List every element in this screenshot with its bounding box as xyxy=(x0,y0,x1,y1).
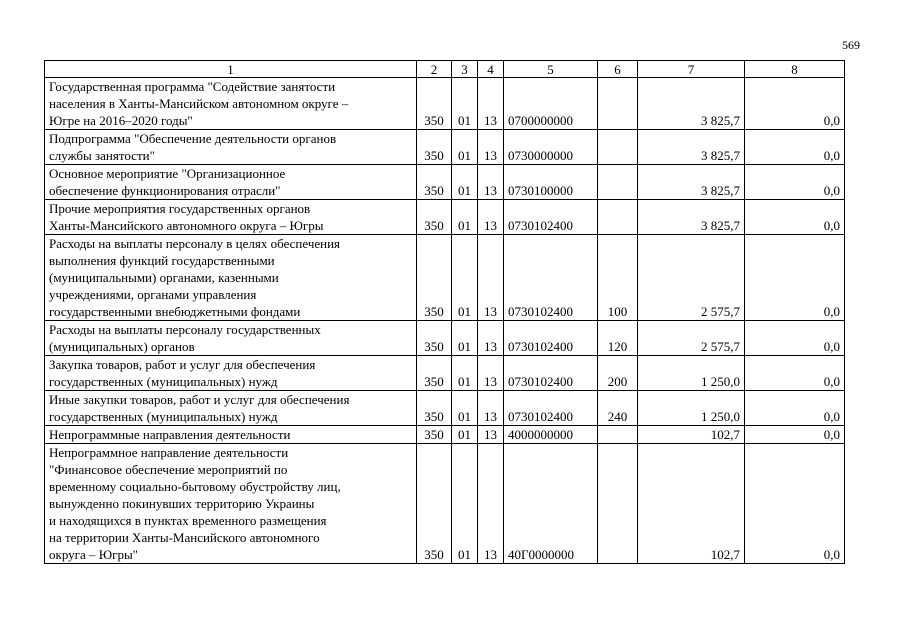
cell-expense-type: 200 xyxy=(598,356,638,391)
cell-target-article: 0730000000 xyxy=(504,130,598,165)
column-header: 3 xyxy=(452,61,478,78)
cell-subsection: 13 xyxy=(478,356,504,391)
cell-target-article: 0730100000 xyxy=(504,165,598,200)
cell-expense-type: 100 xyxy=(598,235,638,321)
cell-subsection: 13 xyxy=(478,235,504,321)
cell-item-name xyxy=(45,391,417,426)
cell-target-article: 0730102400 xyxy=(504,321,598,356)
cell-amount: 102,7 xyxy=(638,426,745,444)
cell-target-article: 0730102400 xyxy=(504,235,598,321)
cell-admin-code: 350 xyxy=(417,165,452,200)
cell-expense-type xyxy=(598,200,638,235)
cell-expense-type: 240 xyxy=(598,391,638,426)
column-header: 6 xyxy=(598,61,638,78)
cell-amount-2: 0,0 xyxy=(745,235,845,321)
item-name-line: (муниципальными) органами, казенными xyxy=(49,270,279,285)
item-name-line: государственных (муниципальных) нужд xyxy=(49,374,278,389)
cell-item-name xyxy=(45,130,417,165)
item-name-line: Расходы на выплаты персоналу государственных xyxy=(49,322,321,337)
cell-amount-2: 0,0 xyxy=(745,130,845,165)
cell-amount: 3 825,7 xyxy=(638,200,745,235)
cell-amount-2: 0,0 xyxy=(745,200,845,235)
cell-section: 01 xyxy=(452,391,478,426)
cell-amount-2: 0,0 xyxy=(745,321,845,356)
item-name-line: Государственная программа "Содействие занятости xyxy=(49,79,336,94)
table-body xyxy=(45,78,845,564)
table-row xyxy=(45,391,845,426)
cell-expense-type xyxy=(598,78,638,130)
cell-target-article: 0730102400 xyxy=(504,391,598,426)
cell-subsection: 13 xyxy=(478,444,504,564)
item-name-line: временному социально-бытовому обустройству лиц, xyxy=(49,479,341,494)
cell-expense-type xyxy=(598,130,638,165)
cell-expense-type xyxy=(598,444,638,564)
cell-expense-type xyxy=(598,426,638,444)
column-header: 8 xyxy=(745,61,845,78)
page-number: 569 xyxy=(842,38,860,52)
cell-amount-2: 0,0 xyxy=(745,356,845,391)
item-name-line: Непрограммное направление деятельности xyxy=(49,445,289,460)
table-row xyxy=(45,200,845,235)
cell-target-article: 0700000000 xyxy=(504,78,598,130)
table-row xyxy=(45,321,845,356)
item-name-line: и находящихся в пунктах временного размещения xyxy=(49,513,327,528)
cell-amount: 3 825,7 xyxy=(638,130,745,165)
table-row xyxy=(45,444,845,564)
cell-subsection: 13 xyxy=(478,130,504,165)
table-row xyxy=(45,426,845,444)
cell-section: 01 xyxy=(452,165,478,200)
cell-subsection: 13 xyxy=(478,165,504,200)
cell-admin-code: 350 xyxy=(417,130,452,165)
item-name-line: государственных (муниципальных) нужд xyxy=(49,409,278,424)
cell-amount-2: 0,0 xyxy=(745,78,845,130)
item-name-line: на территории Ханты-Мансийского автономного xyxy=(49,530,320,545)
cell-amount: 102,7 xyxy=(638,444,745,564)
item-name-line: Расходы на выплаты персоналу в целях обеспечения xyxy=(49,236,341,251)
cell-subsection: 13 xyxy=(478,321,504,356)
cell-target-article: 0730102400 xyxy=(504,356,598,391)
cell-amount: 1 250,0 xyxy=(638,356,745,391)
table-header-row xyxy=(45,61,845,78)
cell-amount-2: 0,0 xyxy=(745,165,845,200)
item-name-line: "Финансовое обеспечение мероприятий по xyxy=(49,462,288,477)
item-name-line: Ханты-Мансийского автономного округа – Югры xyxy=(49,218,324,233)
item-name-line: Подпрограмма "Обеспечение деятельности органов xyxy=(49,131,337,146)
cell-target-article: 4000000000 xyxy=(504,426,598,444)
cell-section: 01 xyxy=(452,356,478,391)
cell-section: 01 xyxy=(452,78,478,130)
item-name-line: вынужденно покинувших территорию Украины xyxy=(49,496,315,511)
table-row xyxy=(45,130,845,165)
item-name-line: учреждениями, органами управления xyxy=(49,287,257,302)
cell-section: 01 xyxy=(452,426,478,444)
cell-subsection: 13 xyxy=(478,200,504,235)
cell-admin-code: 350 xyxy=(417,321,452,356)
cell-item-name xyxy=(45,444,417,564)
cell-item-name xyxy=(45,321,417,356)
item-name-line: выполнения функций государственными xyxy=(49,253,275,268)
cell-amount: 3 825,7 xyxy=(638,78,745,130)
cell-amount-2: 0,0 xyxy=(745,391,845,426)
cell-subsection: 13 xyxy=(478,78,504,130)
item-name-line: Непрограммные направления деятельности xyxy=(49,427,291,442)
item-name-line: Иные закупки товаров, работ и услуг для обеспечения xyxy=(49,392,350,407)
cell-section: 01 xyxy=(452,200,478,235)
item-name-line: государственными внебюджетными фондами xyxy=(49,304,301,319)
cell-item-name xyxy=(45,200,417,235)
cell-subsection: 13 xyxy=(478,426,504,444)
item-name-line: (муниципальных) органов xyxy=(49,339,195,354)
cell-item-name xyxy=(45,165,417,200)
cell-admin-code: 350 xyxy=(417,235,452,321)
cell-section: 01 xyxy=(452,321,478,356)
cell-admin-code: 350 xyxy=(417,78,452,130)
cell-amount: 1 250,0 xyxy=(638,391,745,426)
column-header: 4 xyxy=(478,61,504,78)
column-header: 1 xyxy=(45,61,417,78)
cell-target-article: 40Г0000000 xyxy=(504,444,598,564)
cell-admin-code: 350 xyxy=(417,444,452,564)
cell-subsection: 13 xyxy=(478,391,504,426)
item-name-line: службы занятости" xyxy=(49,148,155,163)
cell-section: 01 xyxy=(452,235,478,321)
cell-amount: 2 575,7 xyxy=(638,235,745,321)
cell-amount: 3 825,7 xyxy=(638,165,745,200)
item-name-line: округа – Югры" xyxy=(49,547,138,562)
item-name-line: Основное мероприятие "Организационное xyxy=(49,166,286,181)
item-name-line: Прочие мероприятия государственных органов xyxy=(49,201,311,216)
item-name-line: Югре на 2016–2020 годы" xyxy=(49,113,193,128)
item-name-line: обеспечение функционирования отрасли" xyxy=(49,183,281,198)
item-name-line: населения в Ханты-Мансийском автономном округе – xyxy=(49,96,349,111)
cell-admin-code: 350 xyxy=(417,391,452,426)
column-header: 7 xyxy=(638,61,745,78)
cell-admin-code: 350 xyxy=(417,356,452,391)
cell-amount: 2 575,7 xyxy=(638,321,745,356)
table-row xyxy=(45,78,845,130)
cell-section: 01 xyxy=(452,130,478,165)
item-name-line: Закупка товаров, работ и услуг для обеспечения xyxy=(49,357,316,372)
table-row xyxy=(45,165,845,200)
cell-expense-type xyxy=(598,165,638,200)
cell-target-article: 0730102400 xyxy=(504,200,598,235)
cell-amount-2: 0,0 xyxy=(745,426,845,444)
cell-item-name xyxy=(45,356,417,391)
cell-expense-type: 120 xyxy=(598,321,638,356)
cell-item-name xyxy=(45,426,417,444)
cell-item-name xyxy=(45,235,417,321)
cell-item-name xyxy=(45,78,417,130)
cell-admin-code: 350 xyxy=(417,426,452,444)
cell-section: 01 xyxy=(452,444,478,564)
column-header: 2 xyxy=(417,61,452,78)
cell-amount-2: 0,0 xyxy=(745,444,845,564)
column-header: 5 xyxy=(504,61,598,78)
budget-table xyxy=(44,60,845,564)
table-row xyxy=(45,356,845,391)
table-row xyxy=(45,235,845,321)
cell-admin-code: 350 xyxy=(417,200,452,235)
